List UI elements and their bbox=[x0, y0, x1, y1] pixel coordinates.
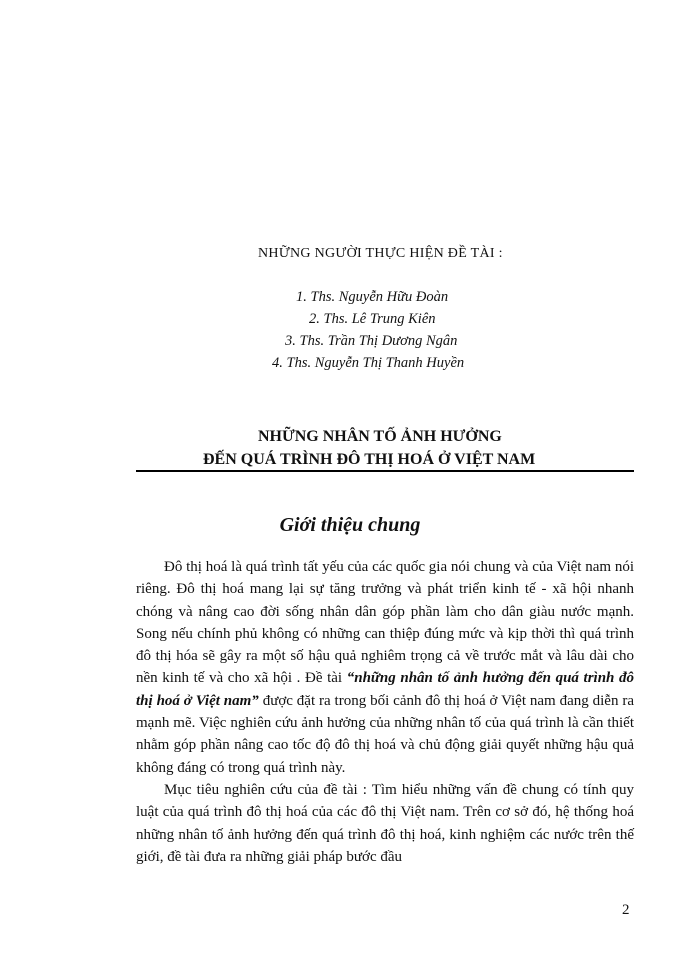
document-title-line-2: ĐẾN QUÁ TRÌNH ĐÔ THỊ HOÁ Ở VIỆT NAM bbox=[203, 451, 536, 468]
author-item: 2. Ths. Lê Trung Kiên bbox=[309, 311, 436, 327]
author-item: 4. Ths. Nguyễn Thị Thanh Huyền bbox=[272, 355, 465, 371]
author-item: 1. Ths. Nguyễn Hữu Đoàn bbox=[296, 289, 449, 305]
authors-heading: NHỮNG NGƯỜI THỰC HIỆN ĐỀ TÀI : bbox=[258, 246, 503, 261]
paragraph-text: được đặt ra trong bối cảnh đô thị hoá ở Việt nam đang diễn ra mạnh mẽ. Việc nghiên cứu ảnh hưởng của những nhân tố của quá trình là cần thiết nhằm góp phần nâng cao tốc độ đô thị hoá và chủ động giải quyết những hậu quả không đáng có trong quá trình này. bbox=[136, 692, 635, 776]
document-title-line-1: NHỮNG NHÂN TỐ ẢNH HƯỞNG bbox=[258, 428, 502, 445]
paragraph-text: Đô thị hoá là quá trình tất yếu của các quốc gia nói chung và của Việt nam nói riêng. Đô thị hoá mang lại sự tăng trưởng và phát triển kinh tế - xã hội nhanh chóng và nâng cao đời sống nhân dân góp phần làm cho dân giàu nước mạnh. Song nếu chính phủ không có những can thiệp đúng mức và kịp thời thì quá trình đô thị hóa sẽ gây ra một số hậu quả nghiêm trọng cả về trước mắt và lâu dài cho nền kinh tế và cho xã hội . Đề tài bbox=[136, 559, 634, 687]
author-item: 3. Ths. Trần Thị Dương Ngân bbox=[285, 333, 458, 349]
body-text bbox=[136, 556, 634, 868]
page-number: 2 bbox=[622, 902, 630, 918]
paragraph-objectives: Mục tiêu nghiên cứu của đề tài : Tìm hiểu những vấn đề chung có tính quy luật của quá trình đô thị hoá của các đô thị Việt nam. Trên cơ sở đó, hệ thống hoá những nhân tố ảnh hưởng đến quá trình đô thị hoá, kinh nghiệm các nước trên thế giới, đề tài đưa ra những giải pháp bước đầu bbox=[136, 781, 634, 865]
title-underline-divider bbox=[136, 470, 634, 472]
topic-title-highlight: “những nhân tố ảnh hưởng đến quá trình đô thị hoá ở Việt nam” bbox=[136, 670, 635, 709]
paragraph-introduction bbox=[136, 556, 634, 779]
section-heading: Giới thiệu chung bbox=[279, 514, 421, 536]
